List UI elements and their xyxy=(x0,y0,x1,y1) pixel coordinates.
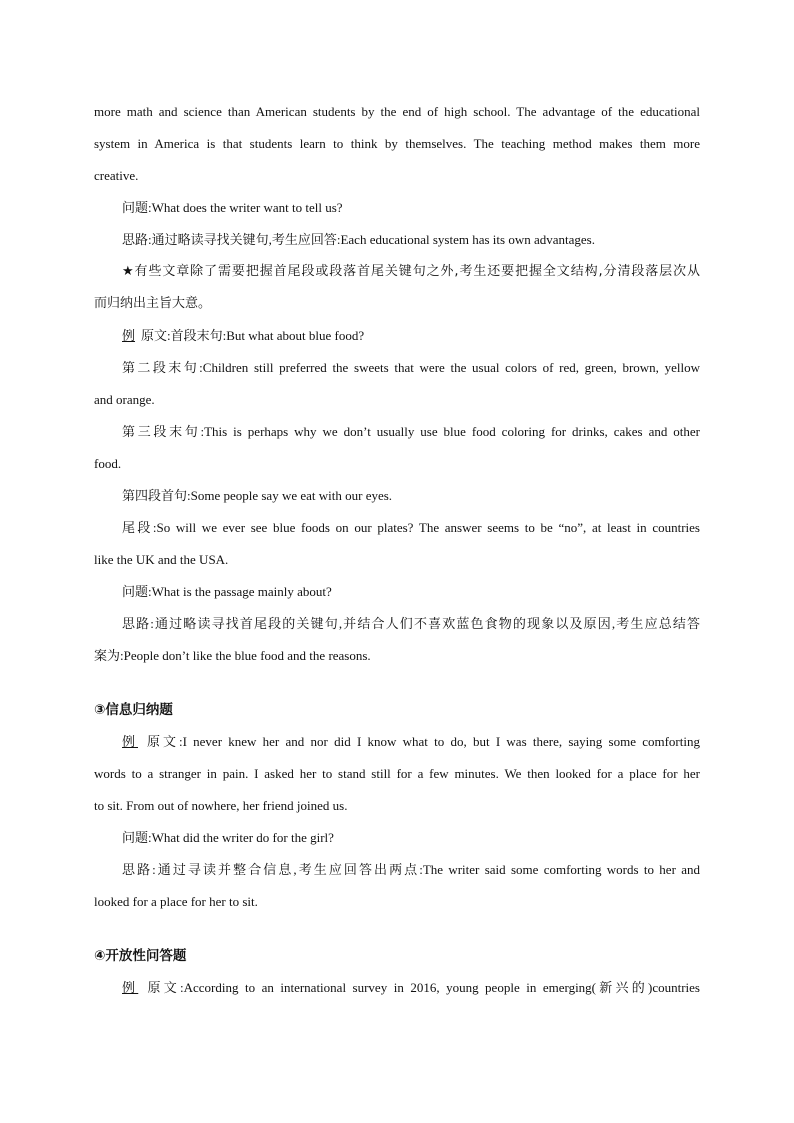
example2-last-line-2: like the UK and the USA. xyxy=(94,552,229,567)
section3-text-line-2: words to a stranger in pain. I asked her to stand still for a few minutes. We then looked for a place for her xyxy=(94,766,700,781)
example-label: 例 xyxy=(122,980,139,995)
para1-line-1: more math and science than American students by the end of high school. The advantage of the educational xyxy=(94,104,700,119)
example2-second-line-1: 第二段末句:Children still preferred the sweets that were the usual colors of red, green, brown, yellow xyxy=(122,360,700,375)
example2-question: 问题:What is the passage mainly about? xyxy=(122,584,332,599)
document-page xyxy=(94,96,700,1004)
section4-heading: ④开放性问答题 xyxy=(94,948,187,964)
example2-first xyxy=(94,320,700,352)
section3-answer-line-2: looked for a place for her to sit. xyxy=(94,894,258,909)
example2-third-line-1: 第三段末句:This is perhaps why we don’t usually use blue food coloring for drinks, cakes and other xyxy=(122,424,700,439)
section3-question: 问题:What did the writer do for the girl? xyxy=(122,830,334,845)
example2-answer-line-1: 思路:通过略读寻找首尾段的关键句,并结合人们不喜欢蓝色食物的现象以及原因,考生应总结答 xyxy=(122,616,700,631)
q1-question: 问题:What does the writer want to tell us? xyxy=(122,200,343,215)
example2-fourth: 第四段首句:Some people say we eat with our eyes. xyxy=(122,488,393,503)
example2-third-line-2: food. xyxy=(94,456,122,471)
section4-text-1: 原文:According to an international survey in 2016, young people in emerging(新兴的)countries xyxy=(144,980,700,995)
example-label: 例 xyxy=(122,328,136,343)
star-note-line-2: 而归纳出主旨大意。 xyxy=(94,296,212,311)
example2-first-text: 原文:首段末句:But what about blue food? xyxy=(141,328,365,343)
section3-text-line-1 xyxy=(94,726,700,758)
para1-line-2: system in America is that students learn to think by themselves. The teaching method makes them more xyxy=(94,136,700,151)
section3-text-1: 原文:I never knew her and nor did I know what to do, but I was there, saying some comforting xyxy=(144,734,700,749)
q1-answer: 思路:通过略读寻找关键句,考生应回答:Each educational system has its own advantages. xyxy=(122,232,595,247)
example-label: 例 xyxy=(122,734,138,749)
section4-text-line-1 xyxy=(94,972,700,1004)
section3-text-line-3: to sit. From out of nowhere, her friend joined us. xyxy=(94,798,348,813)
para1-line-3: creative. xyxy=(94,168,139,183)
example2-last-line-1: 尾段:So will we ever see blue foods on our plates? The answer seems to be “no”, at least in countries xyxy=(122,520,700,535)
example2-answer-line-2: 案为:People don’t like the blue food and the reasons. xyxy=(94,648,371,663)
section3-heading: ③信息归纳题 xyxy=(94,702,173,718)
star-note-line-1: ★有些文章除了需要把握首尾段或段落首尾关键句之外,考生还要把握全文结构,分清段落层次从 xyxy=(122,264,700,279)
section3-answer-line-1: 思路:通过寻读并整合信息,考生应回答出两点:The writer said some comforting words to her and xyxy=(122,862,700,877)
example2-second-line-2: and orange. xyxy=(94,392,155,407)
